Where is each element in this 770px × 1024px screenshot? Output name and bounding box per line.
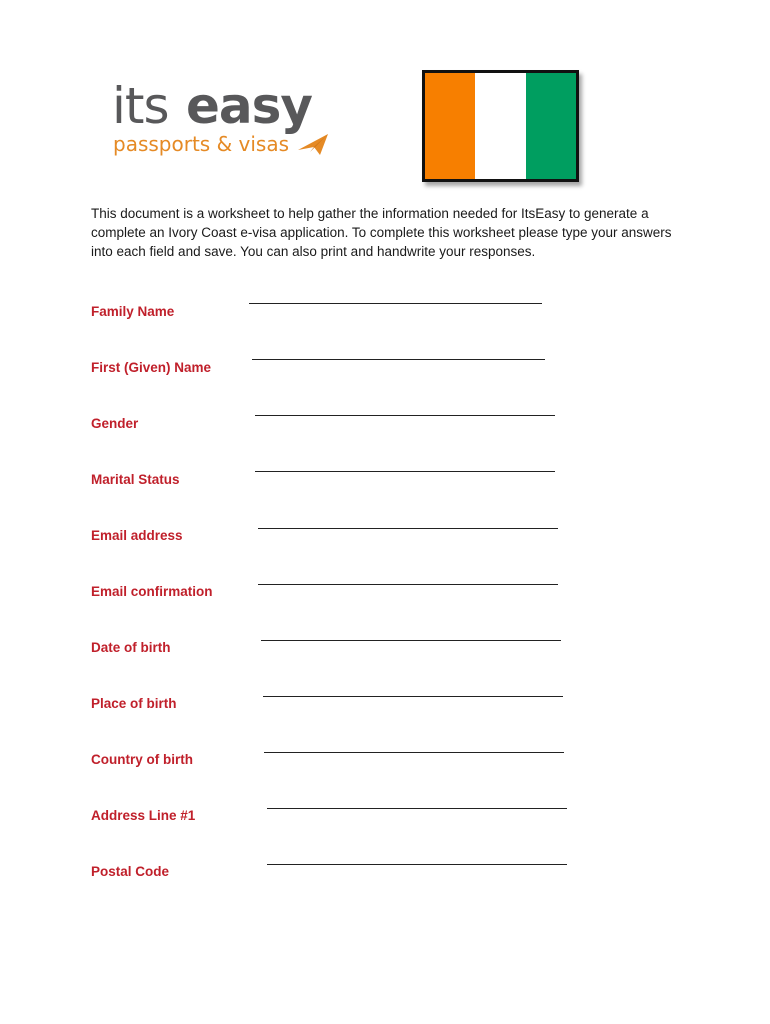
field-label-family-name: Family Name	[91, 304, 175, 319]
field-label-address-line-1: Address Line #1	[91, 808, 196, 823]
flag-stripe-orange	[425, 73, 475, 179]
field-input-postal-code[interactable]	[267, 864, 567, 865]
flag-stripe-white	[475, 73, 525, 179]
field-input-date-of-birth[interactable]	[261, 640, 561, 641]
field-input-family-name[interactable]	[249, 303, 542, 304]
field-label-gender: Gender	[91, 416, 139, 431]
field-label-place-of-birth: Place of birth	[91, 696, 177, 711]
flag-stripe-green	[526, 73, 576, 179]
field-label-email-confirmation: Email confirmation	[91, 584, 213, 599]
field-input-address-line-1[interactable]	[267, 808, 567, 809]
field-input-country-of-birth[interactable]	[264, 752, 564, 753]
field-label-date-of-birth: Date of birth	[91, 640, 171, 655]
field-label-postal-code: Postal Code	[91, 864, 170, 879]
field-input-email-address[interactable]	[258, 528, 558, 529]
field-label-marital-status: Marital Status	[91, 472, 180, 487]
field-input-first-name[interactable]	[252, 359, 545, 360]
logo-brand-suffix: easy	[186, 77, 313, 135]
field-label-email-address: Email address	[91, 528, 183, 543]
field-input-marital-status[interactable]	[255, 471, 555, 472]
itseasy-logo	[112, 78, 342, 162]
ivory-coast-flag	[422, 70, 579, 182]
logo-brand-prefix: its	[112, 77, 169, 135]
field-label-country-of-birth: Country of birth	[91, 752, 193, 767]
intro-paragraph: This document is a worksheet to help gather the information needed for ItsEasy to generate a complete an Ivory Coast e-visa application. To complete this worksheet please type your answers into each field and save. You can also print and handwrite your responses.	[91, 206, 672, 259]
field-input-place-of-birth[interactable]	[263, 696, 563, 697]
field-label-first-name: First (Given) Name	[91, 360, 212, 375]
field-input-email-confirmation[interactable]	[258, 584, 558, 585]
paper-plane-icon	[296, 128, 332, 158]
field-input-gender[interactable]	[255, 415, 555, 416]
logo-tagline: passports & visas	[113, 132, 290, 156]
